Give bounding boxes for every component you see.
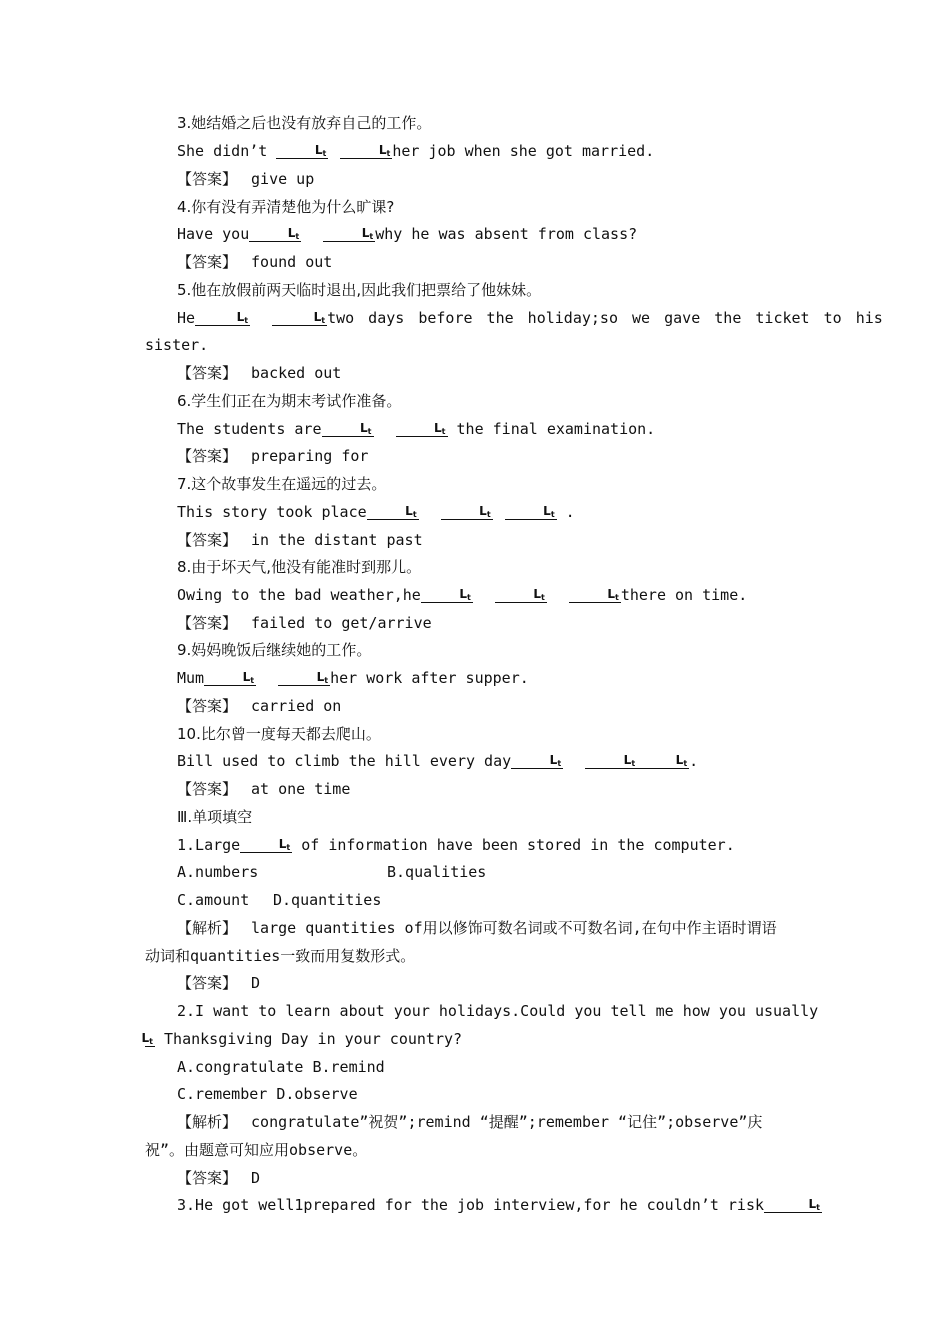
item-10-answer bbox=[177, 776, 807, 804]
q1-analysis-1 bbox=[177, 915, 807, 943]
sentence-text: This story took place bbox=[177, 503, 367, 521]
item-6-answer bbox=[177, 443, 807, 471]
sentence-text: Mum bbox=[177, 669, 205, 687]
sentence-text: of information have been stored in the computer. bbox=[292, 836, 735, 854]
answer-blank: $L_t$ bbox=[441, 504, 493, 520]
answer-blank: $L_t$ bbox=[585, 753, 637, 769]
sentence-text: . bbox=[556, 503, 575, 521]
answer-blank: $L_t$ bbox=[249, 226, 301, 242]
answer-label: 【答案】 bbox=[177, 780, 238, 798]
q2-options-ab: A.congratulate B.remind bbox=[177, 1058, 385, 1076]
option-b: B.qualities bbox=[387, 863, 487, 881]
item-6-english bbox=[177, 416, 807, 444]
sentence-text: . bbox=[689, 752, 699, 770]
sentence-text: 3.He got well1prepared for the job interview,for he couldn’t risk bbox=[177, 1196, 764, 1214]
item-5-answer bbox=[177, 360, 807, 388]
item-9-answer bbox=[177, 693, 807, 721]
sentence-text: Thanksgiving Day in your country? bbox=[155, 1030, 463, 1048]
answer-blank: $L_t$ bbox=[276, 143, 328, 159]
item-3-answer bbox=[177, 166, 807, 194]
sentence-text: Bill used to climb the hill every day bbox=[177, 752, 512, 770]
answer-label: 【答案】 bbox=[177, 253, 238, 271]
answer-text: failed to get/arrive bbox=[251, 614, 432, 632]
answer-text: D bbox=[251, 1169, 261, 1187]
item-5-english bbox=[177, 305, 883, 333]
answer-label: 【答案】 bbox=[177, 447, 238, 465]
answer-blank: $L_t$ bbox=[204, 670, 256, 686]
item-5-english-cont: sister. bbox=[145, 336, 209, 354]
answer-label: 【答案】 bbox=[177, 614, 238, 632]
item-3-english bbox=[177, 138, 807, 166]
item-7-chinese: 7.这个故事发生在遥远的过去。 bbox=[177, 475, 387, 493]
option-a: A.numbers bbox=[177, 863, 259, 881]
item-4-chinese: 4.你有没有弄清楚他为什么旷课? bbox=[177, 198, 395, 216]
item-4-answer bbox=[177, 249, 807, 277]
item-5-chinese: 5.他在放假前两天临时退出,因此我们把票给了他妹妹。 bbox=[177, 281, 542, 299]
sentence-text: there on time. bbox=[620, 586, 748, 604]
answer-label: 【答案】 bbox=[177, 974, 238, 992]
item-8-chinese: 8.由于坏天气,他没有能准时到那儿。 bbox=[177, 558, 422, 576]
analysis-label: 【解析】 bbox=[177, 1113, 238, 1131]
answer-blank: $L_t$ bbox=[511, 753, 563, 769]
sentence-text: Have you bbox=[177, 225, 250, 243]
sentence-text: the final examination. bbox=[447, 420, 656, 438]
q1-options-ab bbox=[177, 859, 807, 887]
answer-label: 【答案】 bbox=[177, 170, 238, 188]
answer-blank: $L_t$ bbox=[340, 143, 392, 159]
answer-blank: $L_t$ bbox=[195, 310, 250, 326]
q3-stem bbox=[177, 1192, 820, 1220]
q2-options-cd: C.remember D.observe bbox=[177, 1085, 358, 1103]
answer-blank: $L_t$ bbox=[272, 310, 327, 326]
answer-text: preparing for bbox=[251, 447, 369, 465]
item-7-answer bbox=[177, 527, 807, 555]
q2-answer bbox=[177, 1165, 807, 1193]
answer-text: give up bbox=[251, 170, 315, 188]
item-9-english bbox=[177, 665, 807, 693]
answer-blank: $L_t$ bbox=[323, 226, 375, 242]
sentence-text: Owing to the bad weather,he bbox=[177, 586, 421, 604]
answer-text: D bbox=[251, 974, 261, 992]
q1-answer bbox=[177, 970, 807, 998]
q2-analysis-1 bbox=[177, 1109, 807, 1137]
analysis-text: large quantities of用以修饰可数名词或不可数名词,在句中作主语时谓语 bbox=[251, 919, 777, 937]
answer-label: 【答案】 bbox=[177, 364, 238, 382]
sentence-text: two days before the holiday;so we gave the ticket to his bbox=[327, 309, 883, 327]
answer-blank: $L_t$ bbox=[141, 1031, 153, 1046]
analysis-label: 【解析】 bbox=[177, 919, 238, 937]
item-6-chinese: 6.学生们正在为期末考试作准备。 bbox=[177, 392, 402, 410]
answer-blank: $L_t$ bbox=[396, 421, 448, 437]
answer-blank: $L_t$ bbox=[495, 587, 547, 603]
q2-stem-2 bbox=[141, 1026, 807, 1054]
answer-text: found out bbox=[251, 253, 333, 271]
option-c: C.amount bbox=[177, 891, 250, 909]
answer-blank: $L_t$ bbox=[421, 587, 473, 603]
q1-options-cd bbox=[177, 887, 807, 915]
item-10-english bbox=[177, 748, 807, 776]
answer-blank: $L_t$ bbox=[278, 670, 330, 686]
sentence-text: her job when she got married. bbox=[392, 142, 655, 160]
answer-blank: $L_t$ bbox=[569, 587, 621, 603]
option-d: D.quantities bbox=[273, 891, 382, 909]
q1-stem bbox=[177, 832, 807, 860]
answer-text: backed out bbox=[251, 364, 342, 382]
item-4-english bbox=[177, 221, 807, 249]
section-title: Ⅲ.单项填空 bbox=[177, 808, 253, 826]
answer-blank: $L_t$ bbox=[505, 504, 557, 520]
answer-label: 【答案】 bbox=[177, 531, 238, 549]
sentence-text: She didn’t bbox=[177, 142, 277, 160]
answer-blank: $L_t$ bbox=[322, 421, 374, 437]
answer-text: in the distant past bbox=[251, 531, 423, 549]
q2-stem-1: 2.I want to learn about your holidays.Could you tell me how you usually bbox=[177, 1002, 819, 1020]
q1-analysis-2: 动词和quantities一致而用复数形式。 bbox=[145, 947, 416, 965]
answer-blank: $L_t$ bbox=[240, 837, 292, 853]
item-10-chinese: 10.比尔曾一度每天都去爬山。 bbox=[177, 725, 381, 743]
item-8-english bbox=[177, 582, 807, 610]
item-3-chinese: 3.她结婚之后也没有放弃自己的工作。 bbox=[177, 114, 432, 132]
item-9-chinese: 9.妈妈晚饭后继续她的工作。 bbox=[177, 641, 372, 659]
answer-text: carried on bbox=[251, 697, 342, 715]
sentence-text: her work after supper. bbox=[330, 669, 529, 687]
item-7-english bbox=[177, 499, 807, 527]
answer-blank: $L_t$ bbox=[367, 504, 419, 520]
analysis-text: congratulate”祝贺”;remind “提醒”;remember “记住”;observe”庆 bbox=[251, 1113, 763, 1131]
sentence-text: He bbox=[177, 309, 196, 327]
answer-label: 【答案】 bbox=[177, 697, 238, 715]
q2-analysis-2: 祝”。由题意可知应用observe。 bbox=[145, 1141, 368, 1159]
answer-blank: $L_t$ bbox=[764, 1197, 822, 1213]
answer-label: 【答案】 bbox=[177, 1169, 238, 1187]
answer-text: at one time bbox=[251, 780, 351, 798]
sentence-text: 1.Large bbox=[177, 836, 241, 854]
answer-blank: $L_t$ bbox=[637, 753, 689, 769]
item-8-answer bbox=[177, 610, 807, 638]
sentence-text: why he was absent from class? bbox=[375, 225, 638, 243]
sentence-text: The students are bbox=[177, 420, 322, 438]
